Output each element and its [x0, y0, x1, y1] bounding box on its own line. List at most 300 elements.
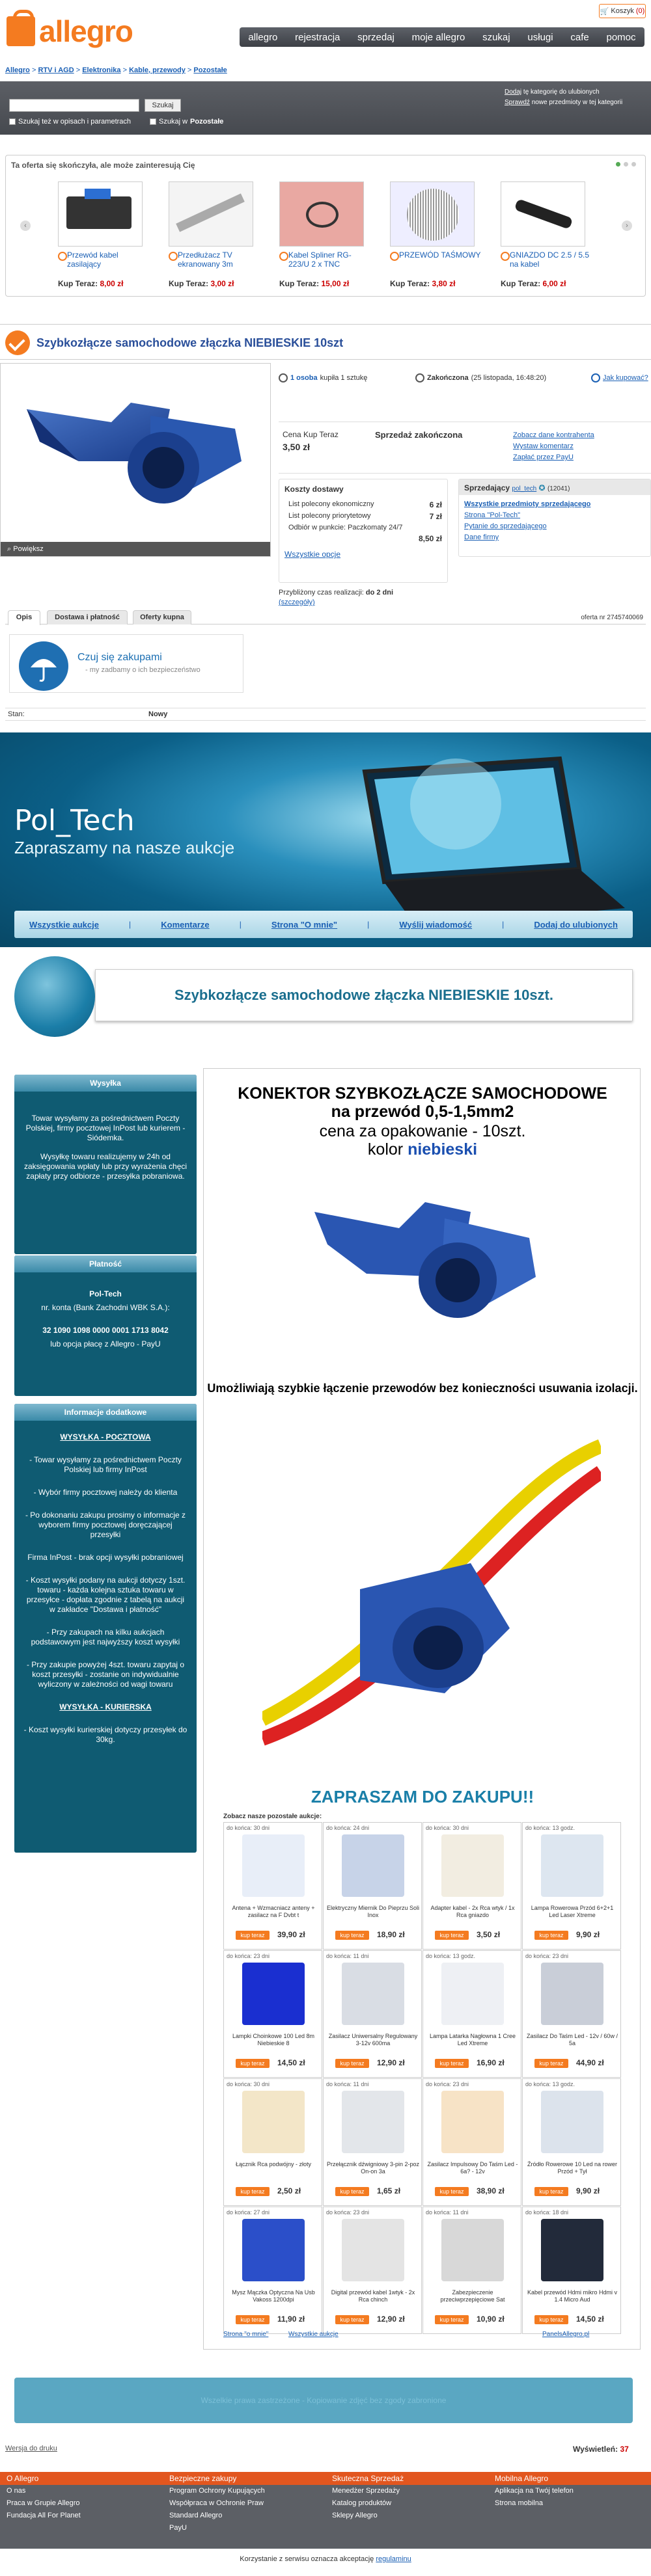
auction-time: do końca: 27 dni: [227, 2209, 270, 2216]
ended-info: [415, 373, 546, 382]
auction-name[interactable]: Zasilacz Do Taśm Led - 12v / 60w / 5a: [527, 2033, 618, 2046]
auction-time: do końca: 30 dni: [426, 1825, 469, 1831]
auction-tile[interactable]: [422, 1822, 521, 1950]
seller-label: Sprzedający: [464, 483, 510, 492]
auction-time: do końca: 13 godz.: [426, 1953, 476, 1959]
views-label: Wyświetleń:: [573, 2445, 618, 2454]
views-count: 37: [620, 2445, 629, 2454]
color-value: niebieski: [408, 1140, 478, 1159]
main-nav: [240, 27, 644, 47]
tab-oferty-kupna[interactable]: Oferty kupna: [133, 610, 191, 624]
condition-value: Nowy: [148, 710, 168, 718]
desc-line-4: [204, 1140, 641, 1159]
about-page-link[interactable]: Strona "o mnie": [223, 2331, 269, 2338]
info-text: - Koszt wysyłki podany na aukcji dotyczy 1szt. towaru - każda kolejna sztuka towaru w przesyłce - dopłata zgodnie z tabelą na aukcji w zakładce "Dostawa i płatność": [25, 1576, 186, 1614]
recommended-heading: Ta oferta się skończyła, ale może zainteresują Cię: [11, 161, 195, 170]
terms-link[interactable]: regulaminu: [376, 2555, 411, 2563]
auction-tile[interactable]: [422, 2078, 521, 2206]
checkbox-label: Szukaj w: [159, 118, 188, 126]
auction-name[interactable]: Elektryczny Miernik Do Pieprzu Soli Inox: [326, 1905, 420, 1918]
footer-link[interactable]: Katalog produktów: [332, 2499, 392, 2507]
connector-wire-photo: [262, 1433, 601, 1771]
divider: [0, 359, 651, 360]
footer-link[interactable]: Fundacja All For Planet: [7, 2512, 81, 2519]
payment-panel: [14, 1255, 197, 1396]
panel-title: Informacje dodatkowe: [14, 1404, 197, 1421]
auction-time: do końca: 23 dni: [525, 1953, 569, 1959]
carousel-prev-icon[interactable]: ‹: [20, 221, 31, 231]
auction-thumbnail[interactable]: [342, 1834, 404, 1897]
star-icon: ✪: [538, 483, 546, 492]
help-icon: [591, 373, 600, 382]
all-auctions-link[interactable]: Wszystkie aukcje: [288, 2331, 339, 2338]
auction-time: do końca: 23 dni: [227, 1953, 270, 1959]
delivery-details-link[interactable]: (szczegóły): [279, 598, 315, 606]
buy-label: Kup Teraz:: [390, 279, 430, 288]
auction-thumbnail[interactable]: [242, 1963, 305, 2025]
auction-thumbnail[interactable]: [541, 1963, 603, 2025]
safe-heading: Czuj się zakupami: [77, 652, 162, 663]
delivery-label: Przybliżony czas realizacji:: [279, 589, 364, 597]
auction-time: do końca: 23 dni: [326, 2209, 370, 2216]
umbrella-icon: [19, 641, 68, 691]
auction-price: 1,65 zł: [377, 2186, 401, 2195]
auction-thumbnail[interactable]: [441, 2091, 504, 2153]
footer-heading: Skuteczna Sprzedaż: [332, 2474, 404, 2483]
buy-now-button[interactable]: kup teraz: [236, 2315, 270, 2324]
cart-button[interactable]: [599, 4, 646, 18]
shop-nav-comments[interactable]: Komentarze: [161, 919, 210, 930]
color-label: kolor: [367, 1140, 404, 1159]
shop-nav-all-auctions[interactable]: Wszystkie aukcje: [29, 919, 99, 930]
company-data-link[interactable]: Dane firmy: [464, 533, 499, 541]
auction-name[interactable]: Lampa Rowerowa Przód 6+2+1 Led Laser Xtreme: [531, 1905, 614, 1918]
buy-now-button[interactable]: kup teraz: [236, 1931, 270, 1940]
info-text: - Towar wysyłamy za pośrednictwem Poczty Polskiej lub firmy InPost: [29, 1455, 182, 1474]
auction-tile[interactable]: [522, 1822, 621, 1950]
buy-now-button[interactable]: kup teraz: [435, 2315, 469, 2324]
auction-price: 16,90 zł: [477, 2058, 505, 2067]
logo-text: allegro: [39, 14, 133, 48]
nav-cafe[interactable]: cafe: [570, 31, 589, 43]
footer-column: [488, 2472, 644, 2510]
buy-now-button[interactable]: kup teraz: [534, 1931, 568, 1940]
buyers-count[interactable]: 1 osoba: [290, 374, 318, 382]
auction-thumbnail[interactable]: [441, 1963, 504, 2025]
all-shipping-link[interactable]: Wszystkie opcje: [284, 550, 341, 559]
zoom-button[interactable]: [1, 542, 271, 556]
shipping-option: [279, 499, 447, 511]
crumb-kable[interactable]: Kable, przewody: [129, 66, 186, 74]
additional-info-panel: [14, 1404, 197, 1853]
shipping-option-price: [279, 533, 447, 544]
desc-line-2: na przewód 0,5-1,5mm2: [331, 1103, 514, 1121]
nav-uslugi[interactable]: usługi: [527, 31, 553, 43]
search-category-checkbox[interactable]: [150, 118, 223, 126]
panels-allegro-link[interactable]: PanelsAllegro.pl: [542, 2331, 590, 2338]
auction-price: 10,90 zł: [477, 2314, 505, 2324]
page-title: Szybkozłącze samochodowe złączka NIEBIESKIE 10szt: [36, 336, 344, 349]
carousel-dots: [616, 162, 636, 167]
check-new-text: nowe przedmioty w tej kategorii: [531, 99, 623, 106]
auction-price: 12,90 zł: [377, 2314, 405, 2324]
footer-link[interactable]: Praca w Grupie Allegro: [7, 2499, 80, 2507]
auction-thumbnail[interactable]: [342, 2219, 404, 2281]
auction-tile[interactable]: [422, 2207, 521, 2334]
connector-photo: [301, 1166, 549, 1362]
shop-nav: Wszystkie aukcje | Komentarze | Strona "O mnie" | Wyślij wiadomość | Dodaj do ulubionych: [14, 911, 633, 938]
desc-line-3: cena za opakowanie - 10szt.: [319, 1122, 526, 1140]
item-thumbnail: [390, 181, 475, 247]
auction-price: 9,90 zł: [576, 1930, 600, 1939]
buy-now-button[interactable]: kup teraz: [435, 2059, 469, 2068]
nav-szukaj[interactable]: szukaj: [482, 31, 510, 43]
shipping-name: List polecony ekonomiczny: [288, 500, 374, 508]
auction-tile[interactable]: [223, 1822, 322, 1950]
seller-data-link[interactable]: Zobacz dane kontrahenta: [513, 431, 594, 439]
payment-company: Pol-Tech: [89, 1289, 122, 1298]
search-input[interactable]: [9, 99, 139, 112]
crumb-allegro[interactable]: Allegro: [5, 66, 30, 74]
auction-time: do końca: 11 dni: [426, 2209, 469, 2216]
recommended-panel: [5, 155, 646, 297]
shipping-costs: [279, 479, 448, 583]
shipping-price: 8,50 zł: [418, 534, 442, 543]
auction-tile[interactable]: [323, 2078, 422, 2206]
auction-tile[interactable]: [522, 2078, 621, 2206]
carousel-dot[interactable]: [624, 162, 628, 167]
auction-price: 2,50 zł: [277, 2186, 301, 2195]
auction-tile[interactable]: [223, 2078, 322, 2206]
search-button[interactable]: Szukaj: [145, 99, 181, 112]
checkbox-label: Szukaj też w opisach i parametrach: [18, 118, 132, 126]
item-price: 3,00 zł: [210, 279, 234, 288]
offer-title-row: [5, 329, 646, 357]
desc-line-1: KONEKTOR SZYBKOZŁĄCZE SAMOCHODOWE: [238, 1084, 607, 1103]
buy-now-button[interactable]: kup teraz: [335, 2315, 369, 2324]
description-title: Szybkozłącze samochodowe złączka NIEBIESKIE 10szt.: [174, 987, 553, 1003]
auction-tile[interactable]: [323, 1950, 422, 2078]
auction-price: 11,90 zł: [277, 2314, 305, 2324]
price-value: 3,50 zł: [283, 442, 311, 452]
print-version-link[interactable]: Wersja do druku: [5, 2445, 57, 2452]
carousel-dot[interactable]: [631, 162, 636, 167]
shop-nav-message[interactable]: Wyślij wiadomość: [399, 919, 473, 930]
nav-pomoc[interactable]: pomoc: [606, 31, 636, 43]
buy-now-button[interactable]: kup teraz: [534, 2187, 568, 2196]
info-text: - Po dokonaniu zakupu prosimy o informacje z wyborem firmy pocztowej doręczającej przesyłki: [25, 1510, 186, 1539]
item-price: 6,00 zł: [542, 279, 566, 288]
buy-now-button[interactable]: kup teraz: [435, 1931, 469, 1940]
auction-tile[interactable]: [522, 2207, 621, 2334]
auction-thumbnail[interactable]: [242, 2219, 305, 2281]
panel-title: Płatność: [14, 1255, 197, 1272]
footer-column: [163, 2472, 319, 2534]
item-thumbnail: [501, 181, 585, 247]
auction-name[interactable]: Adapter kabel - 2x Rca wtyk / 1x Rca gniazdo: [430, 1905, 515, 1918]
auction-time: do końca: 11 dni: [326, 1953, 369, 1959]
shopping-bag-icon: [7, 16, 35, 46]
footer-link[interactable]: Strona mobilna: [495, 2499, 543, 2507]
buyers-info: [279, 373, 367, 382]
auction-name[interactable]: Zasilacz Impulsowy Do Taśm Led - 6a? - 12v: [427, 2161, 518, 2175]
panel-text: Towar wysyłamy za pośrednictwem Poczty Polskiej, firmy pocztowej InPost lub kurierem - Siódemka.: [25, 1114, 186, 1142]
product-description: [203, 1068, 641, 2350]
auction-tile[interactable]: [323, 2207, 422, 2334]
auction-time: do końca: 18 dni: [525, 2209, 569, 2216]
item-thumbnail: [169, 181, 253, 247]
buy-now-button[interactable]: kup teraz: [534, 2059, 568, 2068]
view-counter: [573, 2445, 629, 2454]
buy-now-button[interactable]: kup teraz: [236, 2059, 270, 2068]
auction-thumbnail[interactable]: [342, 2091, 404, 2153]
checkbox-icon: [9, 118, 16, 125]
item-name[interactable]: GNIAZDO DC 2.5 / 5.5 na kabel: [501, 250, 592, 279]
grid-heading: Zobacz nasze pozostałe aukcje:: [223, 1813, 322, 1820]
footer-link[interactable]: Współpraca w Ochronie Praw: [169, 2499, 264, 2507]
checkbox-icon: [150, 118, 156, 125]
how-to-buy-link[interactable]: Jak kupować?: [603, 374, 648, 382]
top-header: [0, 0, 651, 65]
seller-box: [458, 479, 651, 557]
shop-name: Pol_Tech: [14, 804, 135, 837]
condition-label: Stan:: [8, 710, 25, 718]
item-price: 15,00 zł: [321, 279, 350, 288]
panel-text: Wysyłkę towaru realizujemy w 24h od zaksięgowania wpłaty lub przy wyrażenia chęci zapłaty przy odbiorze - przesyłka pobraniowa.: [23, 1152, 187, 1181]
carousel-dot[interactable]: [616, 162, 620, 167]
auction-thumbnail[interactable]: [242, 1834, 305, 1897]
ended-status: Zakończona: [427, 374, 469, 382]
shipping-name: List polecony priorytetowy: [288, 512, 371, 520]
footer-heading: O Allegro: [7, 2474, 39, 2483]
auction-name[interactable]: Lampa Latarka Nagłowna 1 Cree Led Xtreme: [429, 2033, 516, 2046]
buy-now-button[interactable]: kup teraz: [534, 2315, 568, 2324]
nav-moje-allegro[interactable]: moje allegro: [411, 31, 465, 43]
shop-slogan: Zapraszamy na nasze aukcje: [14, 838, 235, 857]
auction-thumbnail[interactable]: [541, 2219, 603, 2281]
buy-now-button[interactable]: kup teraz: [335, 1931, 369, 1940]
magnifier-icon: ⌕: [7, 545, 12, 553]
shipping-price: 7 zł: [429, 512, 442, 521]
description-header: [14, 956, 633, 1037]
item-name[interactable]: Przewód kabel zasilający: [58, 250, 149, 279]
buy-now-button[interactable]: kup teraz: [236, 2187, 270, 2196]
footer-heading: Bezpieczne zakupy: [169, 2474, 237, 2483]
write-comment-link[interactable]: Wystaw komentarz: [513, 442, 574, 450]
crumb-rtv[interactable]: RTV i AGD: [38, 66, 74, 74]
auction-price: 12,90 zł: [377, 2058, 405, 2067]
check-new-items: [505, 98, 622, 107]
footer-column: [0, 2472, 156, 2522]
footer-link[interactable]: O nas: [7, 2487, 26, 2495]
auction-price: 38,90 zł: [477, 2186, 505, 2195]
search-descriptions-checkbox[interactable]: [9, 118, 131, 126]
auction-time: do końca: 23 dni: [426, 2081, 469, 2087]
crumb-pozostale[interactable]: Pozostałe: [193, 66, 227, 74]
auction-time: do końca: 30 dni: [227, 2081, 270, 2087]
search-bar: [0, 81, 651, 135]
seller-score[interactable]: (12041): [547, 485, 570, 492]
how-to-buy[interactable]: [591, 373, 648, 382]
payment-bank: nr. konta (Bank Zachodni WBK S.A.):: [41, 1303, 170, 1312]
auction-name[interactable]: Lampki Choinkowe 100 Led 8m Niebieskie 8: [232, 2033, 315, 2046]
auction-price: 14,50 zł: [576, 2314, 604, 2324]
info-heading: WYSYŁKA - KURIERSKA: [59, 1702, 152, 1711]
buy-label: Kup Teraz:: [58, 279, 98, 288]
product-image[interactable]: [0, 363, 271, 557]
recommended-item[interactable]: [162, 181, 260, 288]
shop-nav-favorites[interactable]: Dodaj do ulubionych: [534, 919, 618, 930]
description-title-bar: [95, 969, 633, 1021]
auction-name[interactable]: Zabezpieczenie przeciwprzepięciowe Sat: [440, 2289, 505, 2303]
check-new-link[interactable]: Sprawdź: [505, 99, 530, 106]
auction-thumbnail[interactable]: [242, 2091, 305, 2153]
zoom-label: Powiększ: [13, 545, 44, 553]
auction-thumbnail[interactable]: [441, 2219, 504, 2281]
auction-name[interactable]: Łącznik Rca podwójny - złoty: [235, 2161, 312, 2167]
auction-tile[interactable]: [223, 1950, 322, 2078]
buy-label: Kup Teraz:: [501, 279, 541, 288]
auction-name[interactable]: Zasilacz Uniwersalny Regulowany 3-12v 600ma: [328, 2033, 418, 2046]
auction-price: 9,90 zł: [576, 2186, 600, 2195]
price-box: [279, 422, 651, 474]
auction-tile[interactable]: [323, 1822, 422, 1950]
offer-number: oferta nr 2745740069: [581, 614, 643, 621]
footer-link[interactable]: Standard Allegro: [169, 2512, 223, 2519]
info-text: - Przy zakupach na kilku aukcjach podstawowym jest najwyższy koszt wysyłki: [31, 1628, 180, 1646]
nav-sprzedaj[interactable]: sprzedaj: [357, 31, 395, 43]
auction-price: 18,90 zł: [377, 1930, 405, 1939]
auction-time: do końca: 11 dni: [326, 2081, 369, 2087]
footer-heading: Mobilna Allegro: [495, 2474, 549, 2483]
carousel-next-icon[interactable]: ›: [622, 221, 632, 231]
payment-payu: lub opcja płacę z Allegro - PayU: [50, 1339, 161, 1348]
recommended-item[interactable]: [273, 181, 370, 288]
auction-name[interactable]: Antena + Wzmacniacz anteny + zasilacz na F Dvbt t: [232, 1905, 315, 1918]
shipping-panel: [14, 1075, 197, 1254]
item-price: 8,00 zł: [100, 279, 124, 288]
auction-name[interactable]: Kabel przewód Hdmi mikro Hdmi v 1.4 Micro Aud: [527, 2289, 618, 2303]
footer-link[interactable]: Program Ochrony Kupujących: [169, 2487, 265, 2495]
copyright-text: Wszelkie prawa zastrzeżone - Kopiowanie zdjęć bez zgody zabronione: [201, 2396, 447, 2405]
footer-link[interactable]: Sklepy Allegro: [332, 2512, 378, 2519]
auction-time: do końca: 13 godz.: [525, 1825, 575, 1831]
auction-name[interactable]: Mysz Mączka Optyczna Na Usb Vakoss 1200dpi: [232, 2289, 315, 2303]
auction-price: 14,50 zł: [277, 2058, 305, 2067]
item-name[interactable]: Przedłużacz TV ekranowany 3m: [169, 250, 260, 279]
delivery-value: do 2 dni: [365, 589, 394, 597]
safe-subtext: - my zadbamy o ich bezpieczeństwo: [85, 666, 201, 674]
auction-thumbnail[interactable]: [342, 1963, 404, 2025]
buy-now-button[interactable]: kup teraz: [335, 2059, 369, 2068]
tab-opis[interactable]: Opis: [8, 610, 40, 625]
payment-account: 32 1090 1098 0000 0001 1713 8042: [42, 1326, 169, 1335]
buy-label: Kup Teraz:: [279, 279, 320, 288]
auction-time: do końca: 30 dni: [227, 1825, 270, 1831]
buy-now-button[interactable]: kup teraz: [435, 2187, 469, 2196]
buy-now-button[interactable]: kup teraz: [335, 2187, 369, 2196]
info-text: - Wybór firmy pocztowej należy do klienta: [33, 1488, 178, 1497]
legal-text: Korzystanie z serwisu oznacza akceptację: [240, 2555, 374, 2563]
auction-tile[interactable]: [522, 1950, 621, 2078]
add-category-link[interactable]: Dodaj: [505, 88, 522, 96]
shipping-option: [279, 522, 447, 533]
seller-page-link[interactable]: Strona "Pol-Tech": [464, 511, 521, 519]
seller-all-items-link[interactable]: Wszystkie przedmioty sprzedającego: [464, 500, 591, 508]
ended-date: (25 listopada, 16:48:20): [471, 374, 547, 382]
info-text: - Koszt wysyłki kurierskiej dotyczy przesyłek do 30kg.: [23, 1725, 187, 1744]
nav-rejestracja[interactable]: rejestracja: [295, 31, 340, 43]
auction-tile[interactable]: [422, 1950, 521, 2078]
auction-name[interactable]: Digital przewód kabel 1wtyk - 2x Rca chinch: [331, 2289, 415, 2303]
auction-name[interactable]: Przełącznik dźwigniowy 3-pin 2-poz On-on 3a: [326, 2161, 420, 2175]
footer-link[interactable]: Aplikacja na Twój telefon: [495, 2487, 574, 2495]
copyright-banner: [14, 2378, 633, 2423]
auction-name[interactable]: Źródło Rowerowe 10 Led na rower Przód + Tył: [527, 2161, 618, 2175]
auction-thumbnail[interactable]: [541, 2091, 603, 2153]
allegro-logo[interactable]: [7, 12, 156, 51]
recommended-item[interactable]: [51, 181, 149, 288]
desc-note: Umożliwiają szybkie łączenie przewodów bez konieczności usuwania izolacji.: [207, 1382, 638, 1395]
crumb-elektronika[interactable]: Elektronika: [82, 66, 121, 74]
checkbox-category: Pozostałe: [190, 118, 224, 126]
item-thumbnail: [58, 181, 143, 247]
connector-image: [1, 364, 271, 543]
auction-time: do końca: 24 dni: [326, 1825, 370, 1831]
recommended-item[interactable]: [494, 181, 592, 288]
safe-shopping-banner[interactable]: [9, 634, 243, 693]
price-label: Cena Kup Teraz: [283, 430, 339, 439]
nav-allegro[interactable]: allegro: [248, 31, 278, 43]
shipping-title: Koszty dostawy: [284, 485, 344, 494]
invite-heading: ZAPRASZAM DO ZAKUPU!!: [311, 1787, 534, 1806]
cart-count: (0): [635, 7, 645, 15]
shipping-name: Odbiór w punkcie: Paczkomaty 24/7: [288, 524, 403, 531]
item-thumbnail: [279, 181, 364, 247]
item-price: 3,80 zł: [432, 279, 456, 288]
seller-name[interactable]: pol_tech: [512, 485, 537, 492]
auction-price: 3,50 zł: [477, 1930, 501, 1939]
item-name[interactable]: PRZEWÓD TAŚMOWY: [390, 250, 481, 279]
auction-thumbnail[interactable]: [541, 1834, 603, 1897]
footer-link[interactable]: Menedżer Sprzedaży: [332, 2487, 400, 2495]
recommended-item[interactable]: [383, 181, 481, 288]
clock-icon: [415, 373, 424, 382]
auction-time: do końca: 13 godz.: [525, 2081, 575, 2087]
footer-link[interactable]: PayU: [169, 2524, 187, 2532]
legal-note: [0, 2555, 651, 2563]
buy-label: Kup Teraz:: [169, 279, 209, 288]
add-category-favorites: [505, 88, 600, 97]
shipping-option: [279, 511, 447, 522]
panel-title: Wysyłka: [14, 1075, 197, 1092]
auction-price: 39,90 zł: [277, 1930, 305, 1939]
shop-nav-about[interactable]: Strona "O mnie": [271, 919, 338, 930]
badge-icon: [14, 956, 95, 1037]
auction-tile[interactable]: [223, 2207, 322, 2334]
breadcrumb: Allegro > RTV i AGD > Elektronika > Kable, przewody > Pozostałe: [5, 66, 227, 74]
item-name[interactable]: Kabel Spliner RG-223/U 2 x TNC: [279, 250, 370, 279]
info-text: - Przy zakupie powyżej 4szt. towaru zapytaj o koszt przesyłki - zostanie on indywidualnie wyliczony w zależności od wagi towaru: [26, 1660, 185, 1689]
sale-status: Sprzedaż zakończona: [375, 430, 463, 440]
divider: [0, 324, 651, 325]
buyers-text: kupiła 1 sztukę: [320, 374, 368, 382]
auction-thumbnail[interactable]: [441, 1834, 504, 1897]
ask-seller-link[interactable]: Pytanie do sprzedającego: [464, 522, 547, 530]
pay-payu-link[interactable]: Zapłać przez PayU: [513, 453, 574, 461]
add-category-text: tę kategorię do ulubionych: [523, 88, 600, 96]
tab-dostawa[interactable]: Dostawa i płatność: [47, 610, 128, 624]
